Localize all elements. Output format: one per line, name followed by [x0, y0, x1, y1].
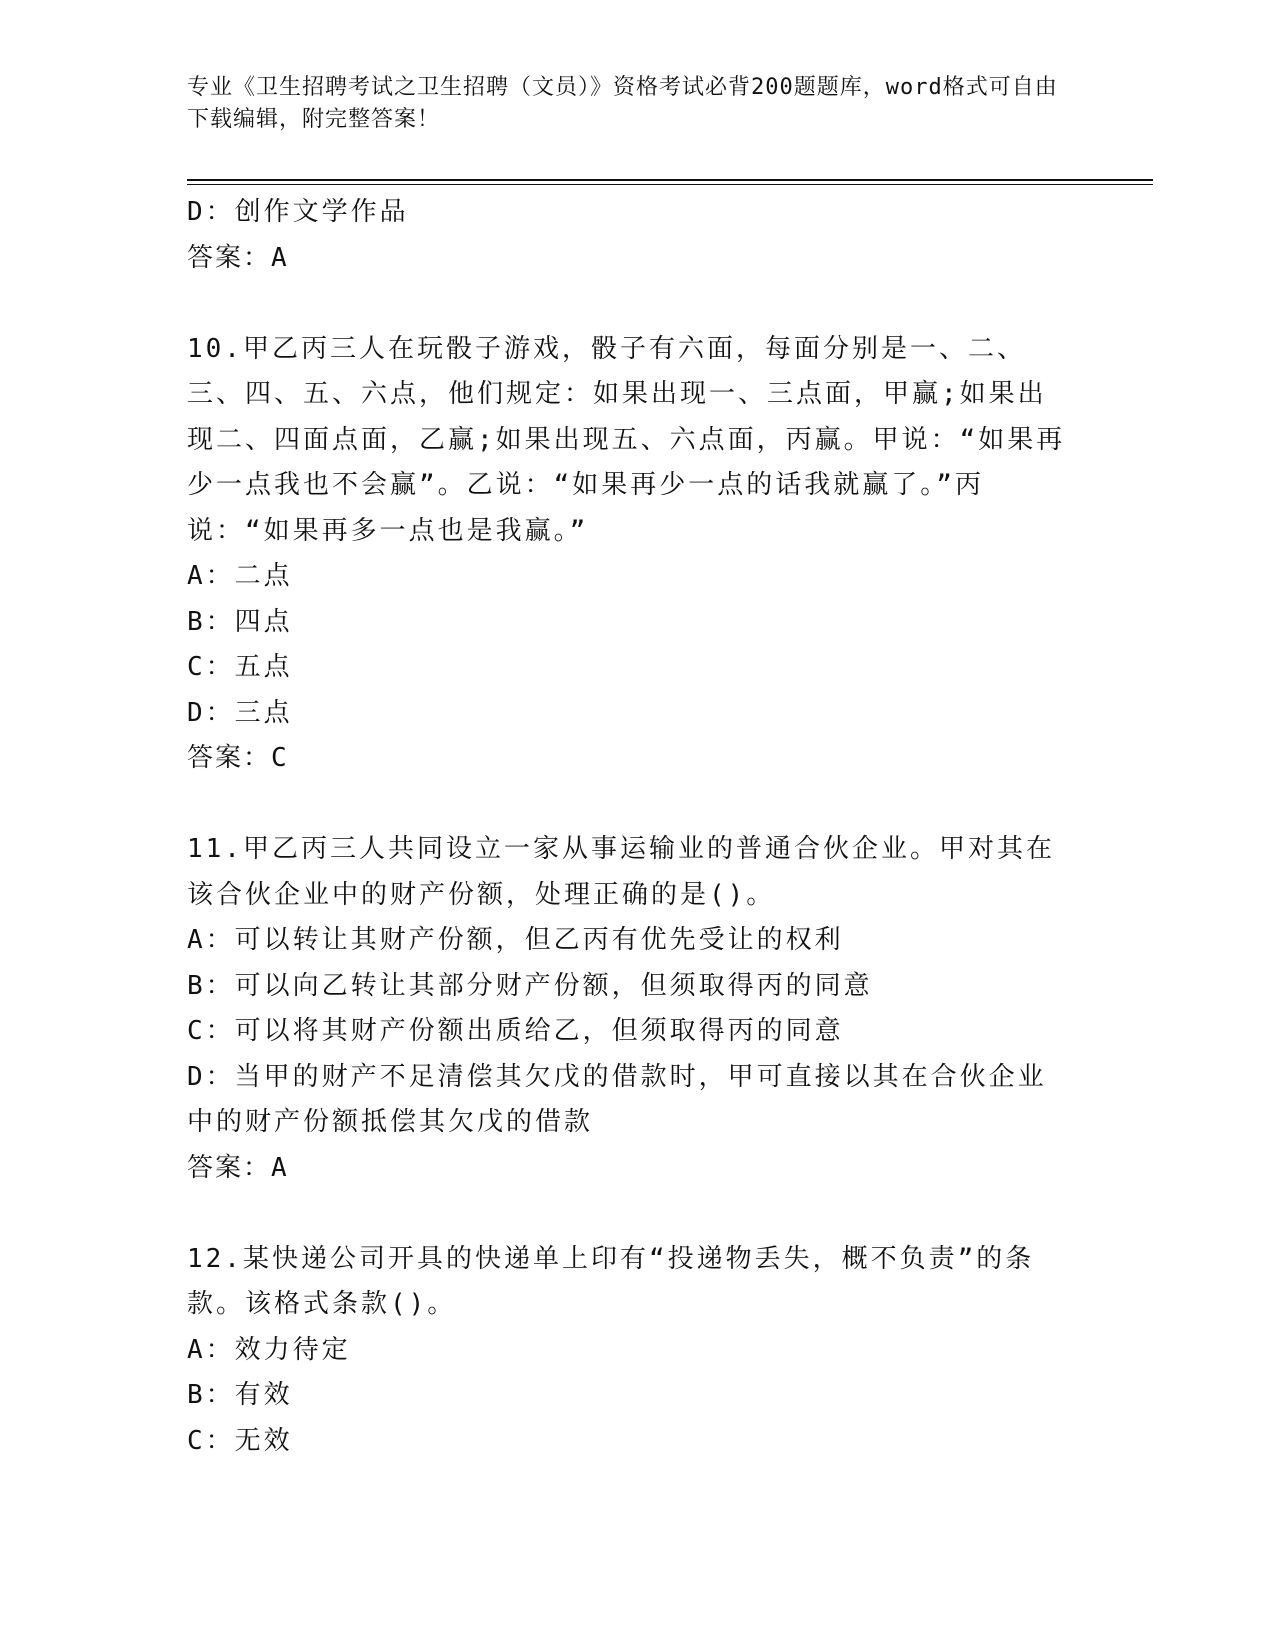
question-10: [187, 327, 1067, 782]
question-11: [187, 827, 1067, 1191]
header-rule-thin: [187, 184, 1153, 185]
question-12: [187, 1237, 1067, 1465]
option-c: C：五点: [187, 652, 293, 682]
option-b: B：有效: [187, 1380, 293, 1410]
answer-line: 答案：A: [187, 1152, 289, 1183]
option-a: A：可以转让其财产份额，但乙丙有优先受让的权利: [187, 925, 844, 955]
option-a: A：二点: [187, 561, 293, 591]
option-d: D：三点: [187, 697, 293, 728]
spacer: [187, 1191, 1067, 1237]
document-header: [187, 72, 1077, 136]
header-rule-thick: [187, 179, 1153, 181]
option-b: B：四点: [187, 606, 293, 637]
option-b: B：可以向乙转让其部分财产份额，但须取得丙的同意: [187, 970, 873, 1001]
question-stem: 12.某快递公司开具的快递单上印有“投递物丢失，概不负责”的条款。该格式条款()。: [187, 1243, 1035, 1319]
answer-line: 答案：C: [187, 743, 289, 773]
answer-line: 答案：A: [187, 242, 289, 273]
option-c: C：无效: [187, 1425, 293, 1456]
option-c: C：可以将其财产份额出质给乙，但须取得丙的同意: [187, 1016, 844, 1046]
option-d: D：当甲的财产不足清偿其欠戊的借款时，甲可直接以其在合伙企业中的财产份额抵偿其欠戊的借款: [187, 1061, 1047, 1137]
question-stem: 11.甲乙丙三人共同设立一家从事运输业的普通合伙企业。甲对其在该合伙企业中的财产份额，处理正确的是()。: [187, 834, 1055, 910]
option-a: A：效力待定: [187, 1334, 351, 1365]
spacer: [187, 281, 1067, 327]
spacer: [187, 782, 1067, 828]
question-stem: 10.甲乙丙三人在玩骰子游戏，骰子有六面，每面分别是一、二、三、四、五、六点，他们规定：如果出现一、三点面，甲赢;如果出现二、四面点面，乙赢;如果出现五、六点面，丙赢。甲说：“如果再少一点我也不会赢”。乙说：“如果再少一点的话我就赢了。”丙说：“如果再多一点也是我赢。”: [187, 333, 1066, 546]
question-content: [187, 190, 1067, 1464]
option-d: D：创作文学作品: [187, 197, 409, 227]
header-text: 专业《卫生招聘考试之卫生招聘（文员）》资格考试必背200题题库，word格式可自由下载编辑，附完整答案！: [187, 75, 1058, 132]
